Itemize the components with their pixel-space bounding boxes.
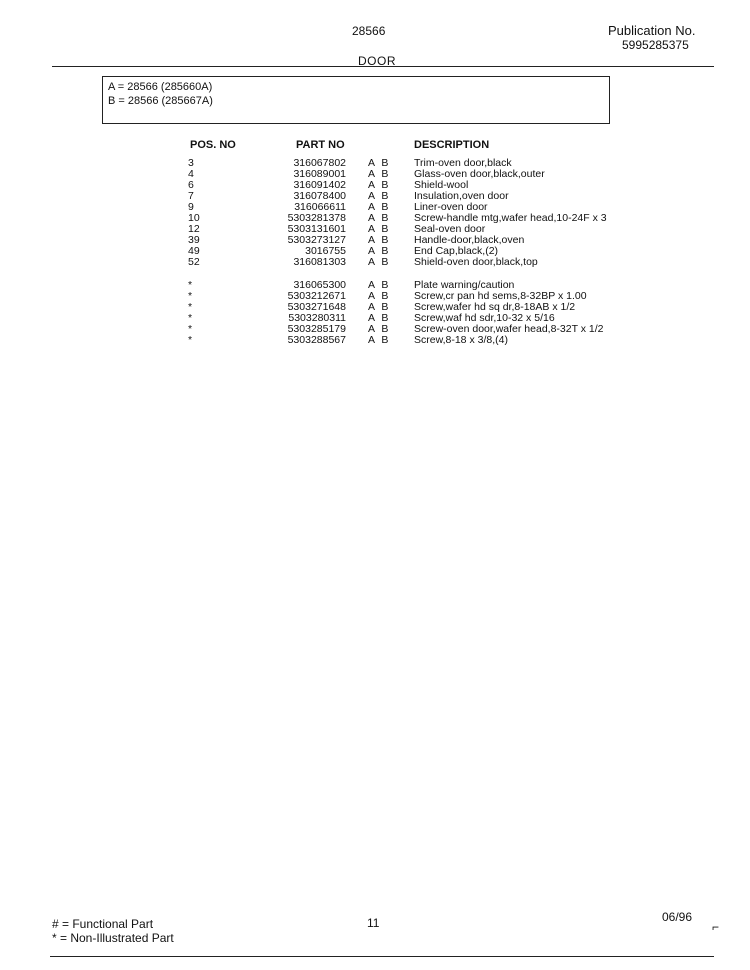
footer-divider bbox=[50, 956, 714, 957]
part-description: End Cap,black,(2) bbox=[414, 245, 499, 257]
model-legend-b: B = 28566 (285667A) bbox=[108, 95, 213, 107]
part-models: A B bbox=[368, 312, 389, 324]
part-number: 316066611 bbox=[294, 201, 346, 213]
part-description: Handle-door,black,oven bbox=[414, 234, 525, 246]
parts-list bbox=[0, 158, 750, 346]
publication-number: 5995285375 bbox=[622, 38, 689, 52]
model-legend-a: A = 28566 (285660A) bbox=[108, 81, 213, 93]
part-number: 5303288567 bbox=[287, 334, 346, 346]
part-row bbox=[0, 257, 750, 268]
part-models: A B bbox=[368, 201, 389, 213]
part-number: 316067802 bbox=[293, 157, 346, 169]
part-description: Screw-oven door,wafer head,8-32T x 1/2 bbox=[414, 323, 604, 335]
part-number: 316089001 bbox=[293, 168, 346, 180]
column-header-part: PART NO bbox=[296, 139, 345, 151]
part-description: Screw-handle mtg,wafer head,10-24F x 3 bbox=[414, 212, 607, 224]
part-models: A B bbox=[368, 212, 389, 224]
part-number: 5303273127 bbox=[287, 234, 346, 246]
part-models: A B bbox=[368, 301, 389, 313]
part-description: Screw,8-18 x 3/8,(4) bbox=[414, 334, 508, 346]
part-description: Insulation,oven door bbox=[414, 190, 509, 202]
part-description: Liner-oven door bbox=[414, 201, 488, 213]
part-description: Screw,waf hd sdr,10-32 x 5/16 bbox=[414, 312, 555, 324]
part-number: 3016755 bbox=[305, 245, 346, 257]
part-pos: * bbox=[188, 279, 193, 291]
part-description: Glass-oven door,black,outer bbox=[414, 168, 545, 180]
revision-date: 06/96 bbox=[662, 910, 693, 924]
publication-label: Publication No. bbox=[608, 23, 696, 38]
part-number: 5303285179 bbox=[287, 323, 346, 335]
part-pos: * bbox=[188, 301, 193, 313]
part-pos: 3 bbox=[188, 157, 194, 169]
page-number: 11 bbox=[367, 916, 380, 930]
part-description: Shield-oven door,black,top bbox=[414, 256, 538, 268]
part-models: A B bbox=[368, 223, 389, 235]
part-models: A B bbox=[368, 168, 389, 180]
header-divider bbox=[52, 66, 714, 67]
part-number: 316065300 bbox=[293, 279, 346, 291]
part-pos: * bbox=[188, 312, 193, 324]
column-header-pos: POS. NO bbox=[190, 139, 236, 151]
part-models: A B bbox=[368, 279, 389, 291]
part-pos: 7 bbox=[188, 190, 194, 202]
part-models: A B bbox=[368, 234, 389, 246]
section-title: DOOR bbox=[358, 54, 396, 68]
part-description: Seal-oven door bbox=[414, 223, 486, 235]
functional-part-legend: # = Functional Part bbox=[52, 917, 154, 931]
part-pos: 52 bbox=[188, 256, 200, 268]
part-pos: * bbox=[188, 323, 193, 335]
part-models: A B bbox=[368, 290, 389, 302]
part-pos: 39 bbox=[188, 234, 200, 246]
part-models: A B bbox=[368, 256, 389, 268]
corner-mark: ⌐ bbox=[712, 920, 720, 934]
part-number: 5303212671 bbox=[287, 290, 346, 302]
part-description: Plate warning/caution bbox=[414, 279, 515, 291]
part-pos: * bbox=[188, 290, 193, 302]
part-description: Shield-wool bbox=[414, 179, 469, 191]
part-number: 5303271648 bbox=[287, 301, 346, 313]
part-description: Screw,cr pan hd sems,8-32BP x 1.00 bbox=[414, 290, 587, 302]
part-pos: 12 bbox=[188, 223, 200, 235]
non-illustrated-part-legend: * = Non-Illustrated Part bbox=[52, 931, 174, 945]
model-number: 28566 bbox=[352, 24, 386, 38]
part-number: 5303281378 bbox=[287, 212, 346, 224]
part-models: A B bbox=[368, 157, 389, 169]
part-models: A B bbox=[368, 190, 389, 202]
part-number: 5303280311 bbox=[288, 312, 346, 324]
part-pos: 6 bbox=[188, 179, 194, 191]
part-number: 5303131601 bbox=[287, 223, 346, 235]
part-number: 316091402 bbox=[293, 179, 346, 191]
part-models: A B bbox=[368, 334, 389, 346]
part-pos: 9 bbox=[188, 201, 194, 213]
part-description: Screw,wafer hd sq dr,8-18AB x 1/2 bbox=[414, 301, 576, 313]
part-pos: 4 bbox=[188, 168, 194, 180]
part-description: Trim-oven door,black bbox=[414, 157, 512, 169]
part-number: 316078400 bbox=[293, 190, 346, 202]
part-row bbox=[0, 335, 750, 346]
part-number: 316081303 bbox=[293, 256, 346, 268]
part-pos: * bbox=[188, 334, 193, 346]
part-models: A B bbox=[368, 323, 389, 335]
part-models: A B bbox=[368, 179, 389, 191]
part-pos: 10 bbox=[188, 212, 200, 224]
column-header-description: DESCRIPTION bbox=[414, 139, 490, 151]
part-models: A B bbox=[368, 245, 389, 257]
part-pos: 49 bbox=[188, 245, 200, 257]
